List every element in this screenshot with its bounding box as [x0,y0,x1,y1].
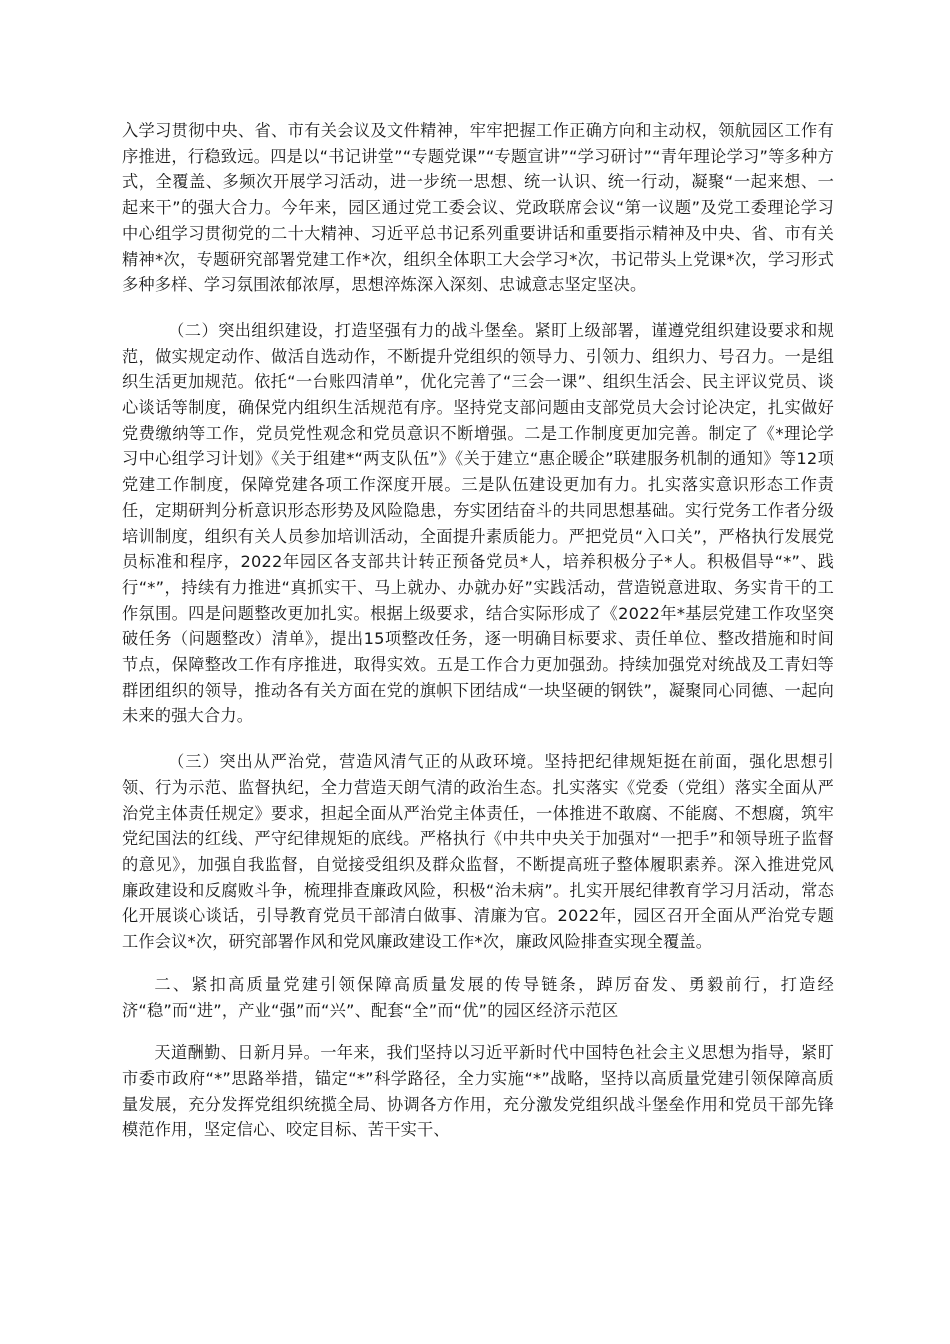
paragraph-continuation: 入学习贯彻中央、省、市有关会议及文件精神，牢牢把握工作正确方向和主动权，领航园区工作有序推进，行稳致远。四是以“书记讲堂”“专题党课”“专题宣讲”“学习研讨”“青年理论学习”等多种方式，全覆盖、多频次开展学习活动，进一步统一思想、统一认识、统一行动，凝聚“一起来想、一起来干”的强大合力。今年来，园区通过党工委会议、党政联席会议“第一议题”及党工委理论学习中心组学习贯彻党的二十大精神、习近平总书记系列重要讲话和重要指示精神及中央、省、市有关精神*次，专题研究部署党建工作*次，组织全体职工大会学习*次，书记带头上党课*次，学习形式多种多样、学习氛围浓郁浓厚，思想淬炼深入深刻、忠诚意志坚定坚决。 [122,121,834,295]
paragraph-strict-governance: （三）突出从严治党，营造风清气正的从政环境。坚持把纪律规矩挺在前面，强化思想引领、行为示范、监督执纪，全力营造天朗气清的政治生态。扎实落实《党委（党组）落实全面从严治党主体责任规定》要求，担起全面从严治党主体责任，一体推进不敢腐、不能腐、不想腐，筑牢党纪国法的红线、严守纪律规矩的底线。严格执行《中共中央关于加强对“一把手”和领导班子监督的意见》，加强自我监督，自觉接受组织及群众监督，不断提高班子整体履职素养。深入推进党风廉政建设和反腐败斗争，梳理排查廉政风险，积极“治未病”。扎实开展纪律教育学习月活动，常态化开展谈心谈话，引导教育党员干部清白做事、清廉为官。2022年，园区召开全面从严治党专题工作会议*次，研究部署作风和党风廉政建设工作*次，廉政风险排查实现全覆盖。 [122,752,834,952]
document-page [122,118,834,1143]
paragraph-section-two-intro: 天道酬勤、日新月异。一年来，我们坚持以习近平新时代中国特色社会主义思想为指导，紧盯市委市政府“*”思路举措，锚定“*”科学路径，全力实施“*”战略，坚持以高质量党建引领保障高质量发展，充分发挥党组织统揽全局、协调各方作用，充分激发党组织战斗堡垒作用和党员干部先锋模范作用，坚定信心、咬定目标、苦干实干、 [122,1043,834,1140]
paragraph-organization-building: （二）突出组织建设，打造坚强有力的战斗堡垒。紧盯上级部署，谨遵党组织建设要求和规范，做实规定动作、做活自选动作，不断提升党组织的领导力、引领力、组织力、号召力。一是组织生活更加规范。依托“一台账四清单”，优化完善了“三会一课”、组织生活会、民主评议党员、谈心谈话等制度，确保党内组织生活规范有序。坚持党支部问题由支部党员大会讨论决定，扎实做好党费缴纳等工作，党员党性观念和党员意识不断增强。二是工作制度更加完善。制定了《*理论学习中心组学习计划》《关于组建*“两支队伍”》《关于建立“惠企暖企”联建服务机制的通知》等12项党建工作制度，保障党建各项工作深度开展。三是队伍建设更加有力。扎实落实意识形态工作责任，定期研判分析意识形态形势及风险隐患，夯实团结奋斗的共同思想基础。实行党务工作者分级培训制度，组织有关人员参加培训活动，全面提升素质能力。严把党员“入口关”，严格执行发展党员标准和程序，2022年园区各支部共计转正预备党员*人，培养积极分子*人。积极倡导“*”、践行“*”，持续有力推进“真抓实干、马上就办、办就办好”实践活动，营造锐意进取、务实肯干的工作氛围。四是问题整改更加扎实。根据上级要求，结合实际形成了《2022年*基层党建工作攻坚突破任务（问题整改）清单》，提出15项整改任务，逐一明确目标要求、责任单位、整改措施和时间节点，保障整改工作有序推进，取得实效。五是工作合力更加强劲。持续加强党对统战及工青妇等群团组织的领导，推动各有关方面在党的旗帜下团结成“一块坚硬的钢铁”，凝聚同心同德、一起向未来的强大合力。 [122,320,834,726]
section-heading-two: 二、紧扣高质量党建引领保障高质量发展的传导链条，踔厉奋发、勇毅前行，打造经济“稳”而“进”，产业“强”而“兴”、配套“全”而“优”的园区经济示范区 [122,974,834,1020]
